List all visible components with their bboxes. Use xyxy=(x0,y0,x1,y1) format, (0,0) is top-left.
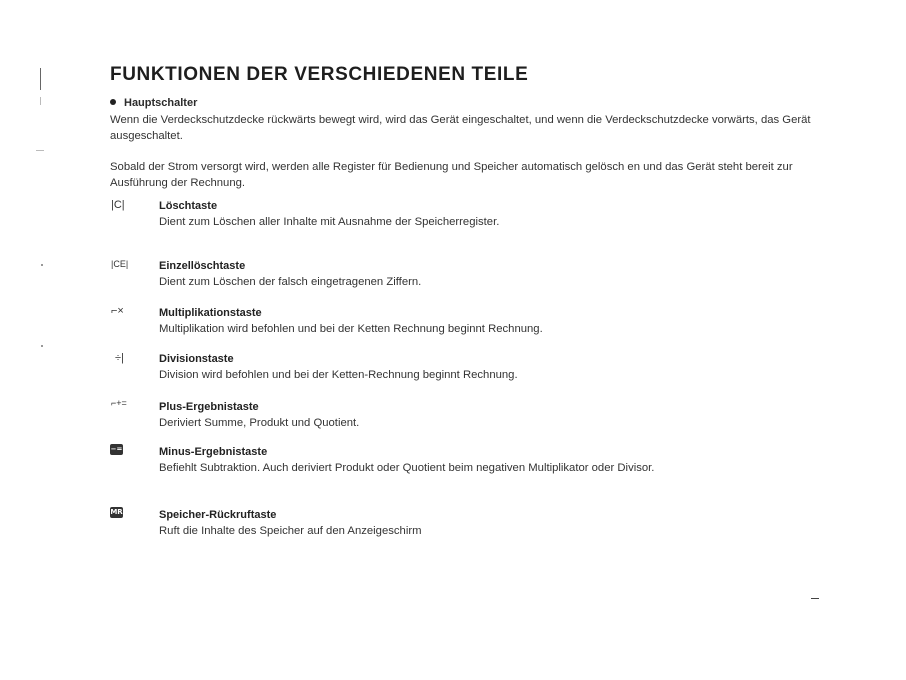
item-description: Befiehlt Subtraktion. Auch deriviert Produkt oder Quotient beim negativen Multiplikator oder Divisor. xyxy=(159,462,655,474)
item-description: Dient zum Löschen aller Inhalte mit Ausnahme der Speicherregister. xyxy=(159,216,500,228)
item-title: Löschtaste xyxy=(159,200,218,212)
margin-mark xyxy=(36,150,44,151)
page-title: FUNKTIONEN DER VERSCHIEDENEN TEILE xyxy=(110,64,529,85)
section-paragraph: Sobald der Strom versorgt wird, werden alle Register für Bedienung und Speicher automatisch gelösch en und das Gerät steht bereit zur Ausführung der Rechnung. xyxy=(110,161,793,189)
margin-mark xyxy=(41,264,43,266)
item-description: Ruft die Inhalte des Speicher auf den Anzeigeschirm xyxy=(159,525,422,537)
item-title: Divisionstaste xyxy=(159,353,234,365)
minus-equals-key-icon: −= xyxy=(110,445,123,453)
item-description: Division wird befohlen und bei der Ketten-Rechnung beginnt Rechnung. xyxy=(159,369,518,381)
item-description: Multiplikation wird befohlen und bei der Ketten Rechnung beginnt Rechnung. xyxy=(159,323,543,335)
item-description: Deriviert Summe, Produkt und Quotient. xyxy=(159,417,360,429)
margin-mark xyxy=(40,68,41,90)
section-title: Hauptschalter xyxy=(124,97,198,109)
memory-recall-key-icon: MR xyxy=(110,508,123,516)
divide-key-symbol: ÷| xyxy=(115,352,124,364)
clear-entry-key-symbol: |CE| xyxy=(111,259,129,269)
section-paragraph: Wenn die Verdeckschutzdecke rückwärts bewegt wird, wird das Gerät eingeschaltet, und wenn die Verdeckschutzdecke vorwärts, das Gerät ausgeschaltet. xyxy=(110,114,811,142)
margin-mark xyxy=(41,345,43,347)
bullet-icon xyxy=(110,99,116,105)
item-title: Plus-Ergebnistaste xyxy=(159,401,259,413)
section-heading xyxy=(110,97,197,109)
plus-equals-key-symbol: ⌐+= xyxy=(111,398,127,408)
item-title: Speicher-Rückruftaste xyxy=(159,509,277,521)
margin-mark xyxy=(40,97,41,105)
item-title: Minus-Ergebnistaste xyxy=(159,446,268,458)
multiply-key-symbol: ⌐× xyxy=(111,305,124,317)
item-title: Einzellöschtaste xyxy=(159,260,246,272)
page-corner-mark xyxy=(811,598,819,599)
item-title: Multiplikationstaste xyxy=(159,307,262,319)
clear-key-symbol: |C| xyxy=(111,199,125,211)
item-description: Dient zum Löschen der falsch eingetragenen Ziffern. xyxy=(159,276,422,288)
